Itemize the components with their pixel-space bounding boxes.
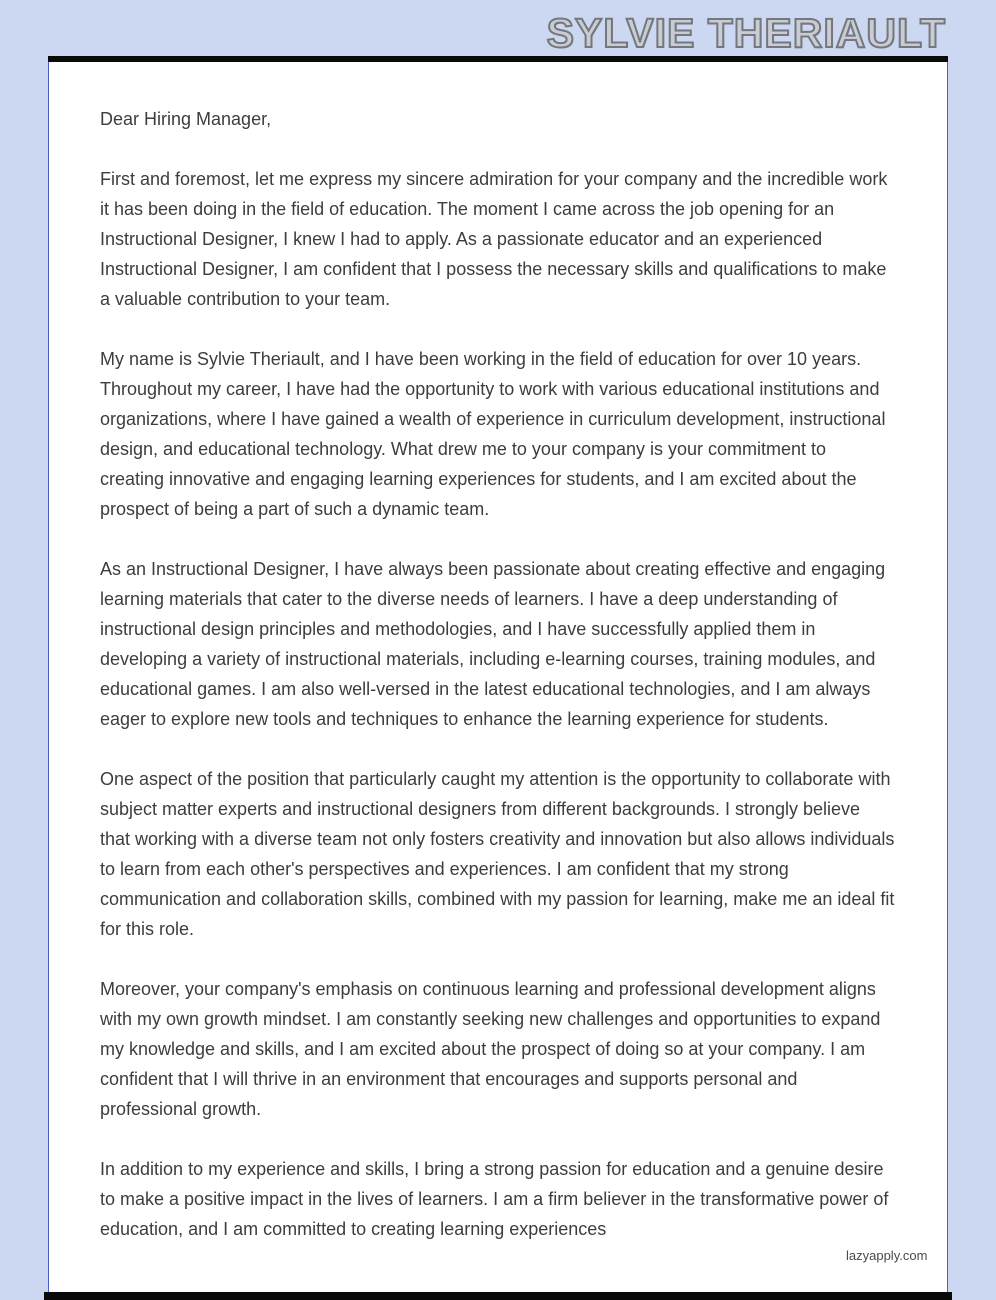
watermark: lazyapply.com (846, 1248, 928, 1263)
letter-paragraph: As an Instructional Designer, I have always been passionate about creating effective and engaging learning materials that cater to the diverse needs of learners. I have a deep understanding of instructional design principles and methodologies, and I have successfully applied them in developing a variety of instructional materials, including e-learning courses, training modules, and educational games. I am also well-versed in the latest educational technologies, and I am always eager to explore new tools and techniques to enhance the learning experience for students. (100, 559, 886, 729)
letter-paragraph: First and foremost, let me express my sincere admiration for your company and the incredible work it has been doing in the field of education. The moment I came across the job opening for an Instructional Designer, I knew I had to apply. As a passionate educator and an experienced Instructional Designer, I am confident that I possess the necessary skills and qualifications to make a valuable contribution to your team. (100, 169, 888, 309)
applicant-name: SYLVIE THERIAULT (546, 10, 946, 56)
letter-page (48, 62, 948, 1300)
letter-paragraph: One aspect of the position that particularly caught my attention is the opportunity to collaborate with subject matter experts and instructional designers from different backgrounds. I strongly believe that working with a diverse team not only fosters creativity and innovation but also allows individuals to learn from each other's perspectives and experiences. I am confident that my strong communication and collaboration skills, combined with my passion for learning, make me an ideal fit for this role. (100, 769, 895, 939)
letter-paragraph: My name is Sylvie Theriault, and I have been working in the field of education for over 10 years. Throughout my career, I have had the opportunity to work with various educational institutions and organizations, where I have gained a wealth of experience in curriculum development, instructional design, and educational technology. What drew me to your company is your commitment to creating innovative and engaging learning experiences for students, and I am excited about the prospect of being a part of such a dynamic team. (100, 349, 886, 519)
salutation: Dear Hiring Manager, (100, 109, 272, 129)
letter-paragraph: In addition to my experience and skills, I bring a strong passion for education and a genuine desire to make a positive impact in the lives of learners. I am a firm believer in the transformative power of education, and I am committed to creating learning experiences (100, 1159, 889, 1239)
letter-paragraph: Moreover, your company's emphasis on continuous learning and professional development aligns with my own growth mindset. I am constantly seeking new challenges and opportunities to expand my knowledge and skills, and I am excited about the prospect of doing so at your company. I am confident that I will thrive in an environment that encourages and supports personal and professional growth. (100, 979, 881, 1119)
bottom-divider (44, 1292, 952, 1300)
